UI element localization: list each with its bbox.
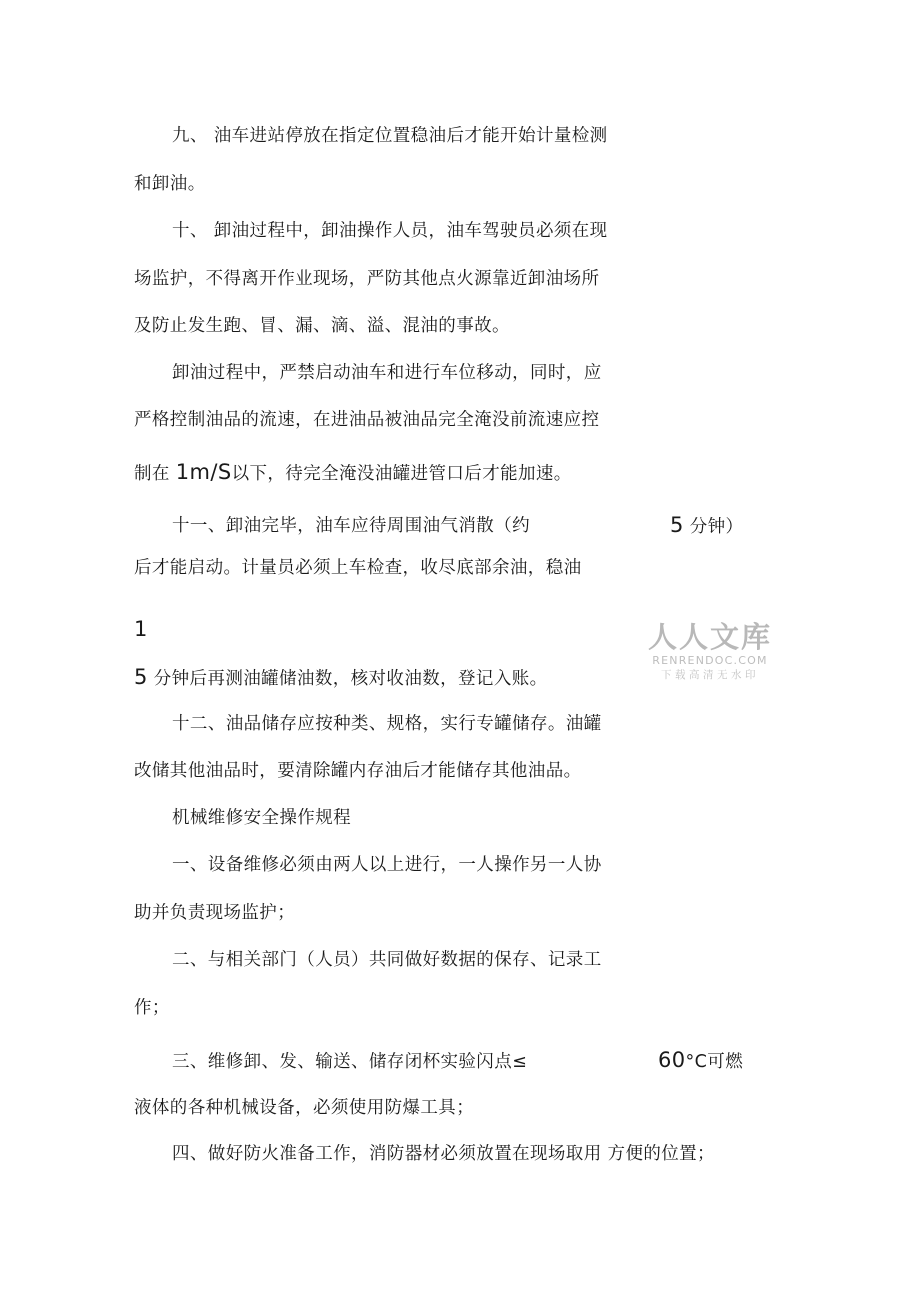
rule-2-line-2: 作； — [134, 998, 170, 1018]
paragraph-10-line-1: 十、 卸油过程中，卸油操作人员，油车驾驶员必须在现 — [172, 221, 608, 241]
settle-text: 分钟后再测油罐储油数，核对收油数，登记入账。 — [147, 669, 548, 689]
paragraph-9-line-1: 九、 油车进站停放在指定位置稳油后才能开始计量检测 — [172, 126, 608, 146]
rule-1-line-2: 助并负责现场监护； — [134, 903, 296, 923]
paragraph-10-line-3: 及防止发生跑、冒、漏、滴、溢、混油的事故。 — [134, 316, 510, 336]
wait-minutes-unit: 分钟） — [683, 517, 744, 537]
watermark-subtitle: 下载高清无水印 — [661, 669, 759, 681]
flow-text-prefix: 制在 — [134, 464, 176, 484]
section-heading: 机械维修安全操作规程 — [172, 808, 351, 828]
paragraph-10b-line-1: 卸油过程中，严禁启动油车和进行车位移动，同时，应 — [172, 363, 602, 383]
paragraph-10-line-2: 场监护，不得离开作业现场，严防其他点火源靠近卸油场所 — [134, 269, 600, 289]
watermark-title: 人人文库 — [647, 620, 772, 654]
paragraph-10b-line-3 — [134, 459, 572, 486]
rule-3-line-2: 液体的各种机械设备，必须使用防爆工具； — [134, 1098, 475, 1118]
paragraph-11-line-2: 后才能启动。计量员必须上车检查，收尽底部余油，稳油 — [134, 558, 582, 578]
paragraph-12-line-1: 十二、油品储存应按种类、规格，实行专罐储存。油罐 — [172, 714, 602, 734]
paragraph-11-line-4 — [134, 664, 548, 691]
watermark — [646, 620, 774, 682]
paragraph-11-line-3: 1 — [134, 617, 148, 641]
paragraph-11-line-1b — [670, 512, 743, 539]
rule-2-line-1: 二、与相关部门（人员）共同做好数据的保存、记录工 — [172, 950, 602, 970]
wait-minutes-value: 5 — [670, 513, 684, 537]
rule-3-line-1a: 三、维修卸、发、输送、储存闭杯实验闪点≤ — [172, 1052, 528, 1072]
paragraph-9-line-2: 和卸油。 — [134, 174, 206, 194]
paragraph-12-line-2: 改储其他油品时，要清除罐内存油后才能储存其他油品。 — [134, 761, 582, 781]
flow-text-suffix: 以下，待完全淹没油罐进管口后才能加速。 — [231, 464, 572, 484]
paragraph-11-line-1a: 十一、卸油完毕，油车应待周围油气消散（约 — [172, 516, 530, 536]
watermark-url: RENRENDOC.COM — [652, 654, 768, 667]
flash-point-unit: °C可燃 — [685, 1052, 744, 1072]
flow-rate-value: 1m/S — [175, 460, 232, 484]
paragraph-10b-line-2: 严格控制油品的流速，在进油品被油品完全淹没前流速应控 — [134, 410, 600, 430]
flash-point-value: 60 — [658, 1048, 686, 1072]
rule-1-line-1: 一、设备维修必须由两人以上进行，一人操作另一人协 — [172, 855, 602, 875]
rule-3-line-1b — [658, 1047, 743, 1074]
rule-4-line-1: 四、做好防火准备工作，消防器材必须放置在现场取用 方便的位置； — [172, 1144, 715, 1164]
settle-minutes-value: 5 — [134, 665, 148, 689]
